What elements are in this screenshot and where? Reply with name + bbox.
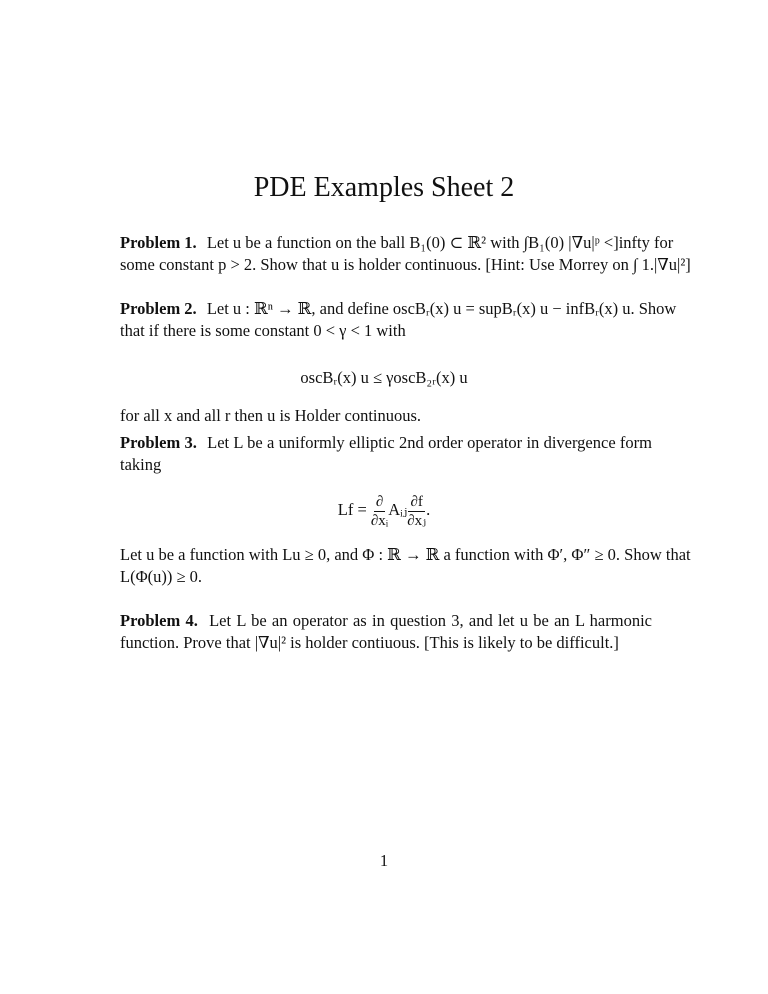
problem-4-label: Problem 4. bbox=[120, 611, 198, 630]
problem-4-line-1 bbox=[120, 611, 652, 631]
problem-2-conclusion: for all x and all r then u is Holder continuous. bbox=[120, 406, 422, 425]
text: Let u be a function on the ball B₁(0) ⊂ ℝ² with ∫B₁(0) |∇u|ᵖ <]infty for bbox=[206, 233, 674, 252]
coefficient: Aᵢⱼ bbox=[388, 500, 408, 519]
page-number: 1 bbox=[379, 851, 389, 870]
page-title: PDE Examples Sheet 2 bbox=[253, 172, 515, 203]
text: Let L be an operator as in question 3, and let u be an L harmonic bbox=[209, 611, 652, 630]
period: . bbox=[426, 500, 431, 519]
problem-2-label: Problem 2. bbox=[120, 299, 197, 318]
fraction bbox=[407, 493, 426, 530]
numerator: ∂f bbox=[410, 493, 423, 510]
problem-3-line-3: Let u be a function with Lu ≥ 0, and Φ : ℝ → ℝ a function with Φ′, Φ″ ≥ 0. Show that bbox=[120, 545, 691, 564]
text: Let L be a uniformly elliptic 2nd order operator in divergence form bbox=[207, 433, 653, 452]
problem-2-equation: oscBᵣ(x) u ≤ γoscB₂ᵣ(x) u bbox=[300, 368, 468, 387]
eq-lhs: Lf = bbox=[337, 500, 367, 519]
numerator: ∂ bbox=[375, 493, 384, 510]
problem-3-equation bbox=[0, 490, 768, 530]
problem-3-line-2: taking bbox=[120, 455, 162, 474]
problem-3-line-1 bbox=[120, 433, 652, 453]
denominator: ∂xⱼ bbox=[407, 512, 427, 529]
problem-1-label: Problem 1. bbox=[120, 233, 197, 252]
problem-2-line-2: that if there is some constant 0 < γ < 1 with bbox=[120, 321, 406, 340]
problem-2-line-1 bbox=[120, 299, 677, 319]
problem-3-line-4: L(Φ(u)) ≥ 0. bbox=[120, 567, 203, 586]
problem-1-line-1 bbox=[120, 233, 674, 253]
problem-1-line-2: some constant p > 2. Show that u is holder continuous. [Hint: Use Morrey on ∫ 1.|∇u|²] bbox=[120, 255, 691, 274]
fraction bbox=[371, 493, 388, 530]
problem-3-label: Problem 3. bbox=[120, 433, 197, 452]
problem-4-line-2: function. Prove that |∇u|² is holder contiuous. [This is likely to be difficult.] bbox=[120, 633, 619, 652]
denominator: ∂xᵢ bbox=[370, 512, 389, 529]
text: Let u : ℝⁿ → ℝ, and define oscBᵣ(x) u = supBᵣ(x) u − infBᵣ(x) u. Show bbox=[206, 299, 677, 318]
